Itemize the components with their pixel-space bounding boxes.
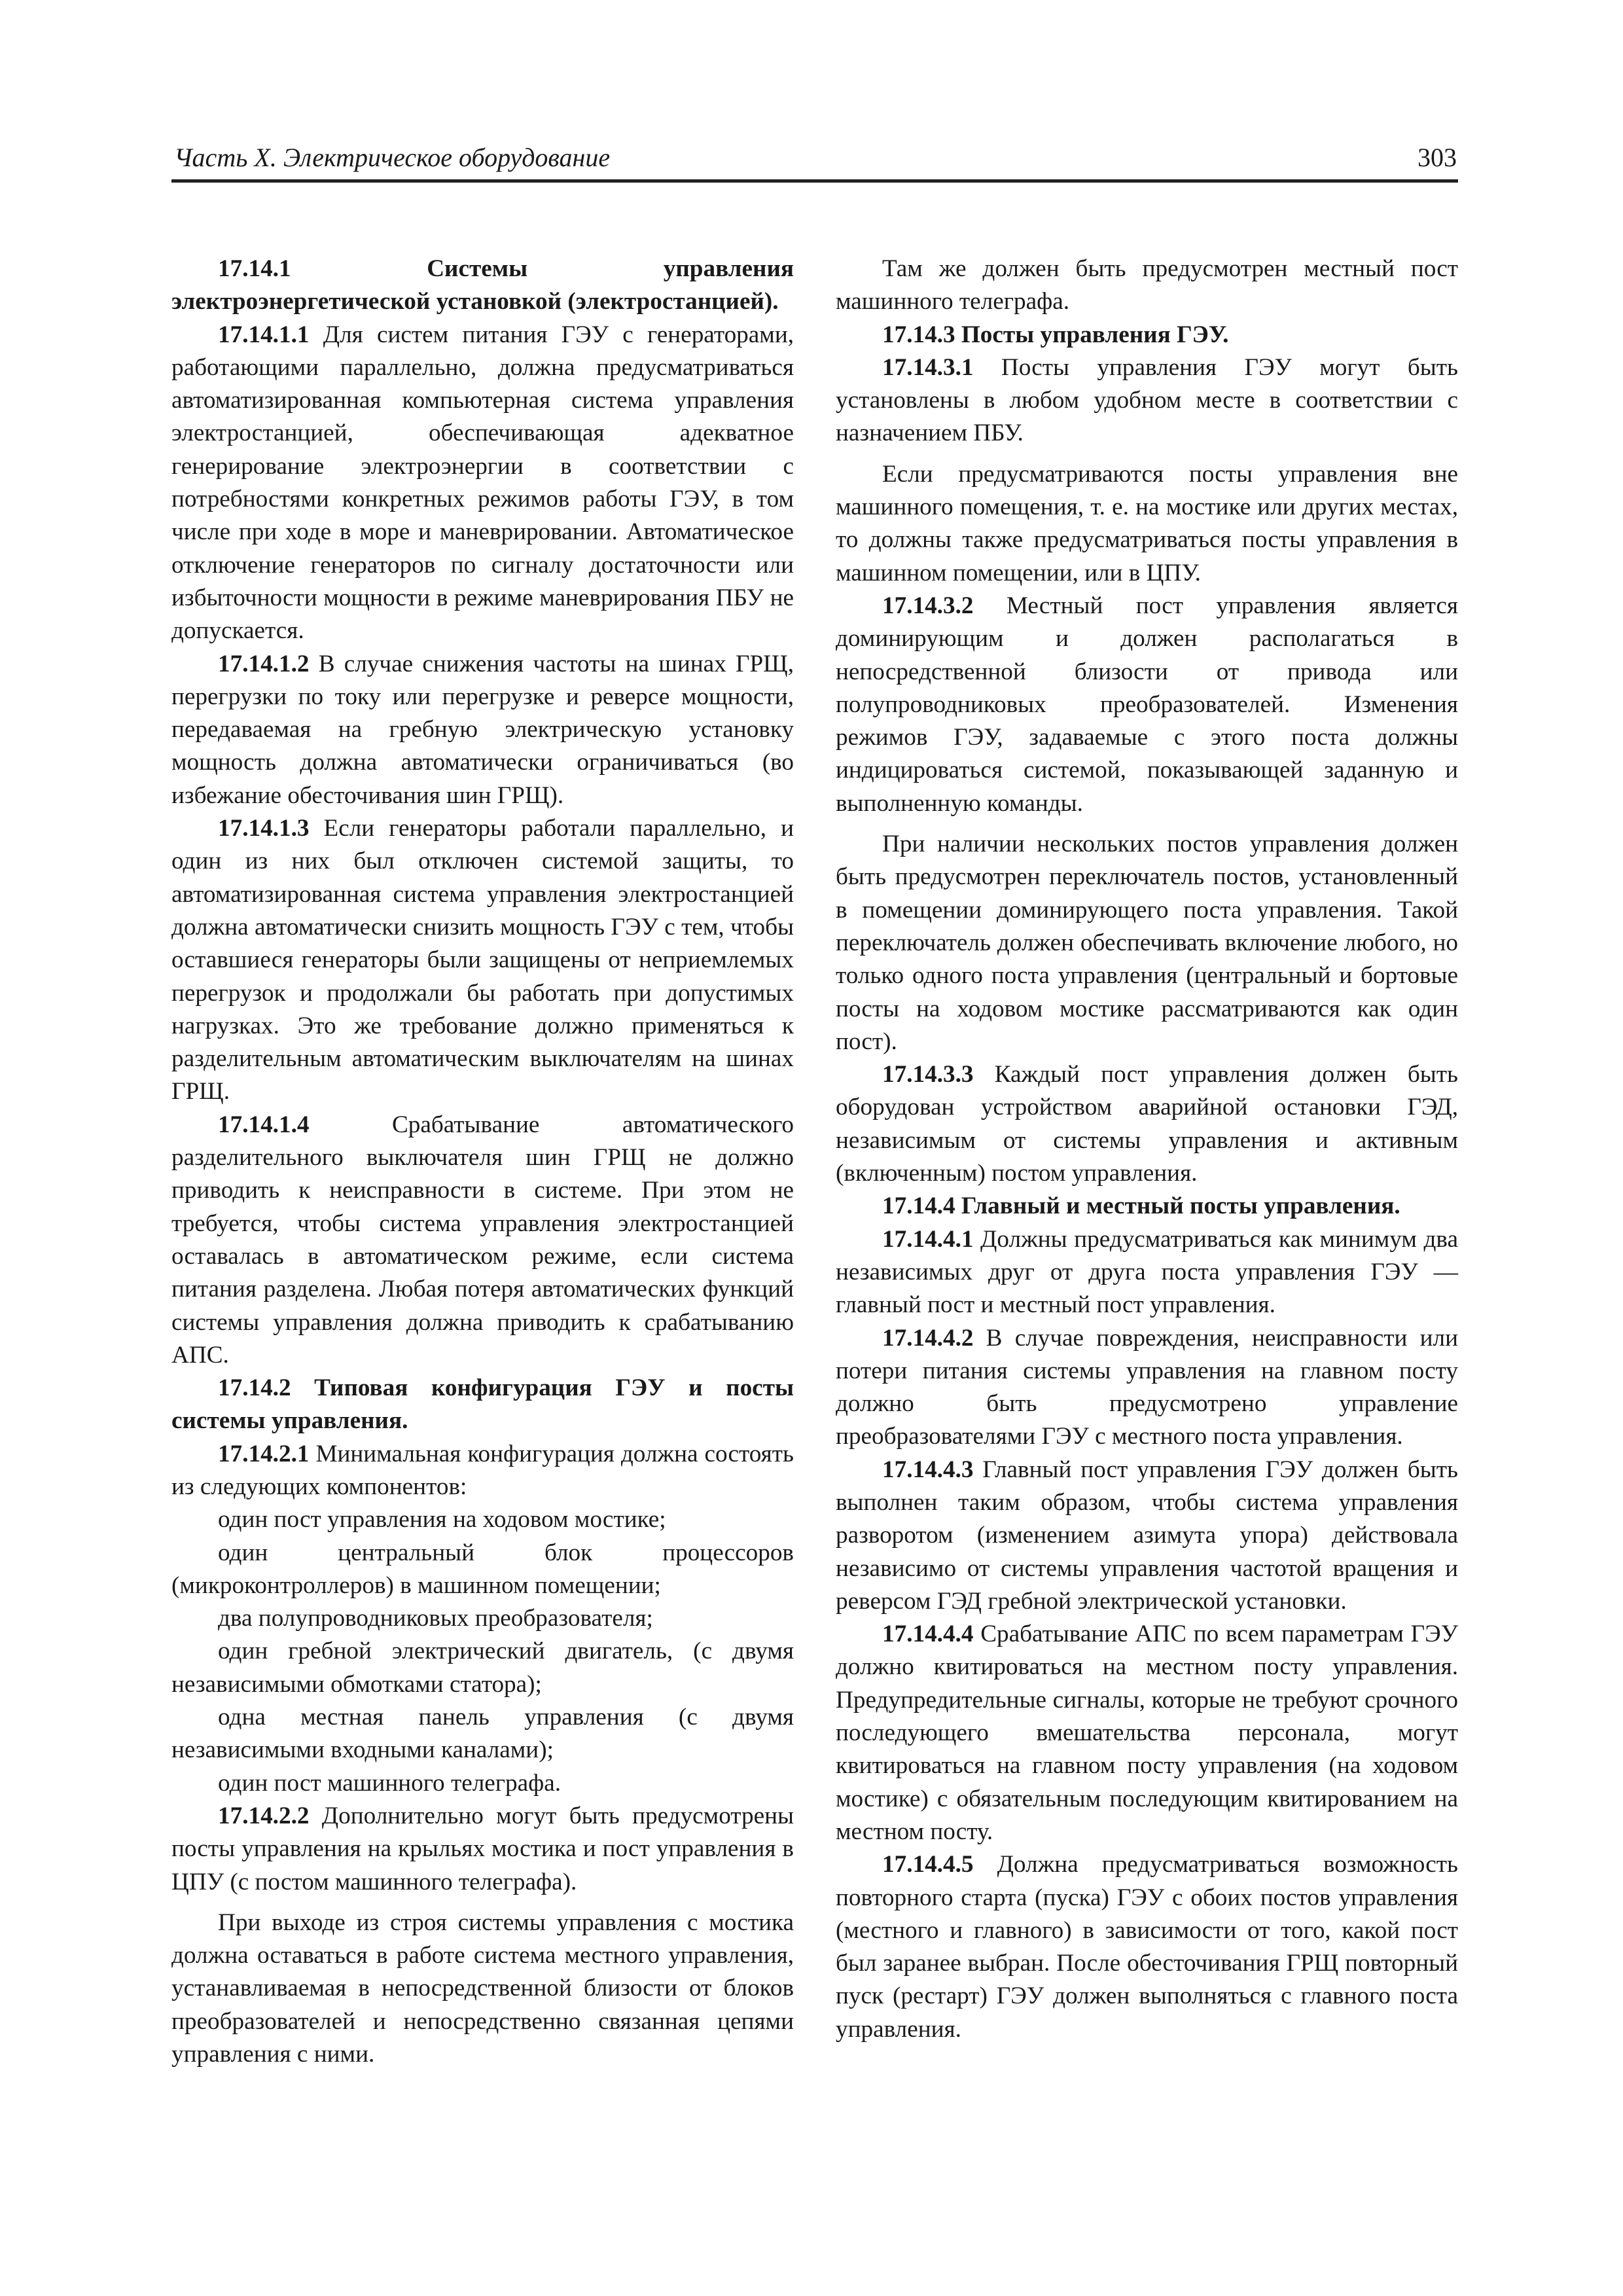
section-number: 17.14.3 [882,321,955,348]
section-title: Посты управления ГЭУ. [961,321,1229,348]
paragraph [171,1109,794,1372]
clause-number: 17.14.4.2 [882,1324,974,1352]
paragraph [171,648,794,812]
section-heading [836,319,1458,351]
section-title: Главный и местный посты управления. [961,1193,1400,1220]
section-title: Системы управления электроэнергетической установкой (электростанцией). [171,255,794,315]
paragraph [836,1058,1458,1190]
clause-text: Срабатывание АПС по всем параметрам ГЭУ должно квитироваться на местном посту управления. Предупредительные сигналы, которые не требуют срочного последующего вмешательства персонала, могут квитироваться на главном посту управления (на ходовом мостике) с обязательным последующим квитированием на местном посту. [836,1621,1459,1845]
clause-text: Посты управления ГЭУ могут быть установлены в любом удобном месте в соответствии с назначением ПБУ. [836,353,1458,447]
clause-text: Должны предусматриваться как минимум два независимых друг от друга поста управления ГЭУ — главный пост и местный пост управления. [836,1225,1458,1319]
section-title: Типовая конфигурация ГЭУ и посты системы управления. [171,1374,794,1435]
section-number: 17.14.4 [882,1193,955,1220]
page-number: 303 [1418,143,1457,172]
clause-text: В случае повреждения, неисправности или потери питания системы управления на главном посту должно быть предусмотрено управление преобразователями ГЭУ с местного поста управления. [836,1324,1458,1450]
list-item: один пост машинного телеграфа. [218,1769,562,1797]
section-heading [171,253,794,319]
clause-text: Дополнительно могут быть предусмотрены посты управления на крыльях мостика и пост управления в ЦПУ (с постом машинного телеграфа). [171,1802,794,1895]
paragraph: При наличии нескольких постов управления должен быть предусмотрен переключатель постов, установленный в помещении доминирующего поста управления. Такой переключатель должен обеспечивать включение любого, но только одного поста управления (центральный и бортовые посты на ходовом мостике рассматриваются как один пост). [836,831,1458,1055]
clause-number: 17.14.4.3 [882,1456,974,1483]
clause-number: 17.14.1.3 [218,815,310,842]
clause-text: Если генераторы работали параллельно, и один из них был отключен системой защиты, то автоматизированная система управления электростанцией должна автоматически снизить мощность ГЭУ с тем, чтобы оставшиеся генераторы были защищены от неприемлемых перегрузок и продолжали бы работать при допустимых нагрузках. Это же требование должно применяться к разделительным автоматическим выключателям на шинах ГРЩ. [171,815,794,1105]
clause-text: Минимальная конфигурация должна состоять из следующих компонентов: [171,1440,794,1500]
right-column [836,253,1458,2046]
clause-number: 17.14.4.5 [882,1851,974,1878]
list-item: два полупроводниковых преобразователя; [218,1605,653,1632]
paragraph [836,1223,1458,1322]
list-item: один центральный блок процессоров (микроконтроллеров) в машинном помещении; [171,1539,794,1599]
clause-number: 17.14.3.1 [882,353,974,381]
clause-text: Должна предусматриваться возможность повторного старта (пуска) ГЭУ с обоих постов управления (местного и главного) в зависимости от того, какой пост был заранее выбран. После обесточивания ГРЩ повторный пуск (рестарт) ГЭУ должен выполняться с главного поста управления. [836,1851,1458,2043]
clause-text: Главный пост управления ГЭУ должен быть выполнен таким образом, чтобы система управления разворотом (изменением азимута упора) действовала независимо от системы управления частотой вращения и реверсом ГЭД гребной электрической установки. [836,1456,1459,1615]
clause-number: 17.14.2.2 [218,1802,310,1829]
clause-number: 17.14.1.2 [218,650,310,677]
clause-number: 17.14.2.1 [218,1440,310,1467]
paragraph [836,1454,1458,1618]
running-header [171,139,1458,183]
clause-number: 17.14.3.2 [882,592,974,619]
clause-number: 17.14.1.1 [218,321,310,348]
paragraph [171,812,794,1109]
paragraph [171,319,794,648]
running-header-title: Часть X. Электрическое оборудование [174,143,611,172]
section-number: 17.14.2 [218,1374,291,1402]
clause-number: 17.14.3.3 [882,1061,974,1088]
paragraph: При выходе из строя системы управления с мостика должна оставаться в работе система местного управления, устанавливаемая в непосредственной близости от блоков преобразователей и непосредственно связанная цепями управления с ними. [171,1909,794,2068]
clause-number: 17.14.4.1 [882,1225,974,1253]
paragraph: Если предусматриваются посты управления вне машинного помещения, т. е. на мостике или других местах, то должны также предусматриваться посты управления в машинном помещении, или в ЦПУ. [836,460,1458,586]
list-item: один гребной электрический двигатель, (с двумя независимыми обмотками статора); [171,1638,794,1698]
paragraph [836,1322,1458,1454]
paragraph [836,1848,1458,2046]
clause-text: В случае снижения частоты на шинах ГРЩ, перегрузки по току или перегрузке и реверсе мощности, передаваемая на гребную электрическую установку мощность должна автоматически ограничиваться (во избежание обесточивания шин ГРЩ). [171,650,794,809]
clause-text: Местный пост управления является доминирующим и должен располагаться в непосредственной близости от привода или полупроводниковых преобразователей. Изменения режимов ГЭУ, задаваемые с этого поста должны индицироваться системой, показывающей заданную и выполненную команды. [836,592,1458,817]
clause-number: 17.14.1.4 [218,1111,310,1138]
paragraph [836,590,1458,820]
paragraph [171,1438,794,1504]
paragraph [836,1618,1458,1848]
section-heading [171,1372,794,1438]
clause-number: 17.14.4.4 [882,1621,974,1648]
section-heading [836,1190,1458,1223]
clause-text: Для систем питания ГЭУ с генераторами, работающими параллельно, должна предусматриваться автоматизированная компьютерная система управления электростанцией, обеспечивающая адекватное генерирование электроэнергии в соответствии с потребностями конкретных режимов работы ГЭУ, в том числе при ходе в море и маневрировании. Автоматическое отключение генераторов по сигналу достаточности или избыточности мощности в режиме маневрирования ПБУ не допускается. [171,321,794,645]
left-column [171,253,794,2071]
clause-text: Срабатывание автоматического разделительного выключателя шин ГРЩ не должно приводить к неисправности в системе. При этом не требуется, чтобы система управления электростанцией оставалась в автоматическом режиме, если система питания разделена. Любая потеря автоматических функций системы управления должна приводить к срабатыванию АПС. [171,1111,794,1369]
list-item: один пост управления на ходовом мостике; [218,1506,666,1534]
clause-text: Каждый пост управления должен быть оборудован устройством аварийной остановки ГЭД, независимым от системы управления и активным (включенным) постом управления. [836,1061,1458,1187]
paragraph [171,1800,794,1899]
list-item: одна местная панель управления (с двумя независимыми входными каналами); [171,1704,794,1764]
paragraph [836,351,1458,450]
paragraph: Там же должен быть предусмотрен местный пост машинного телеграфа. [836,255,1458,315]
section-number: 17.14.1 [218,255,291,282]
